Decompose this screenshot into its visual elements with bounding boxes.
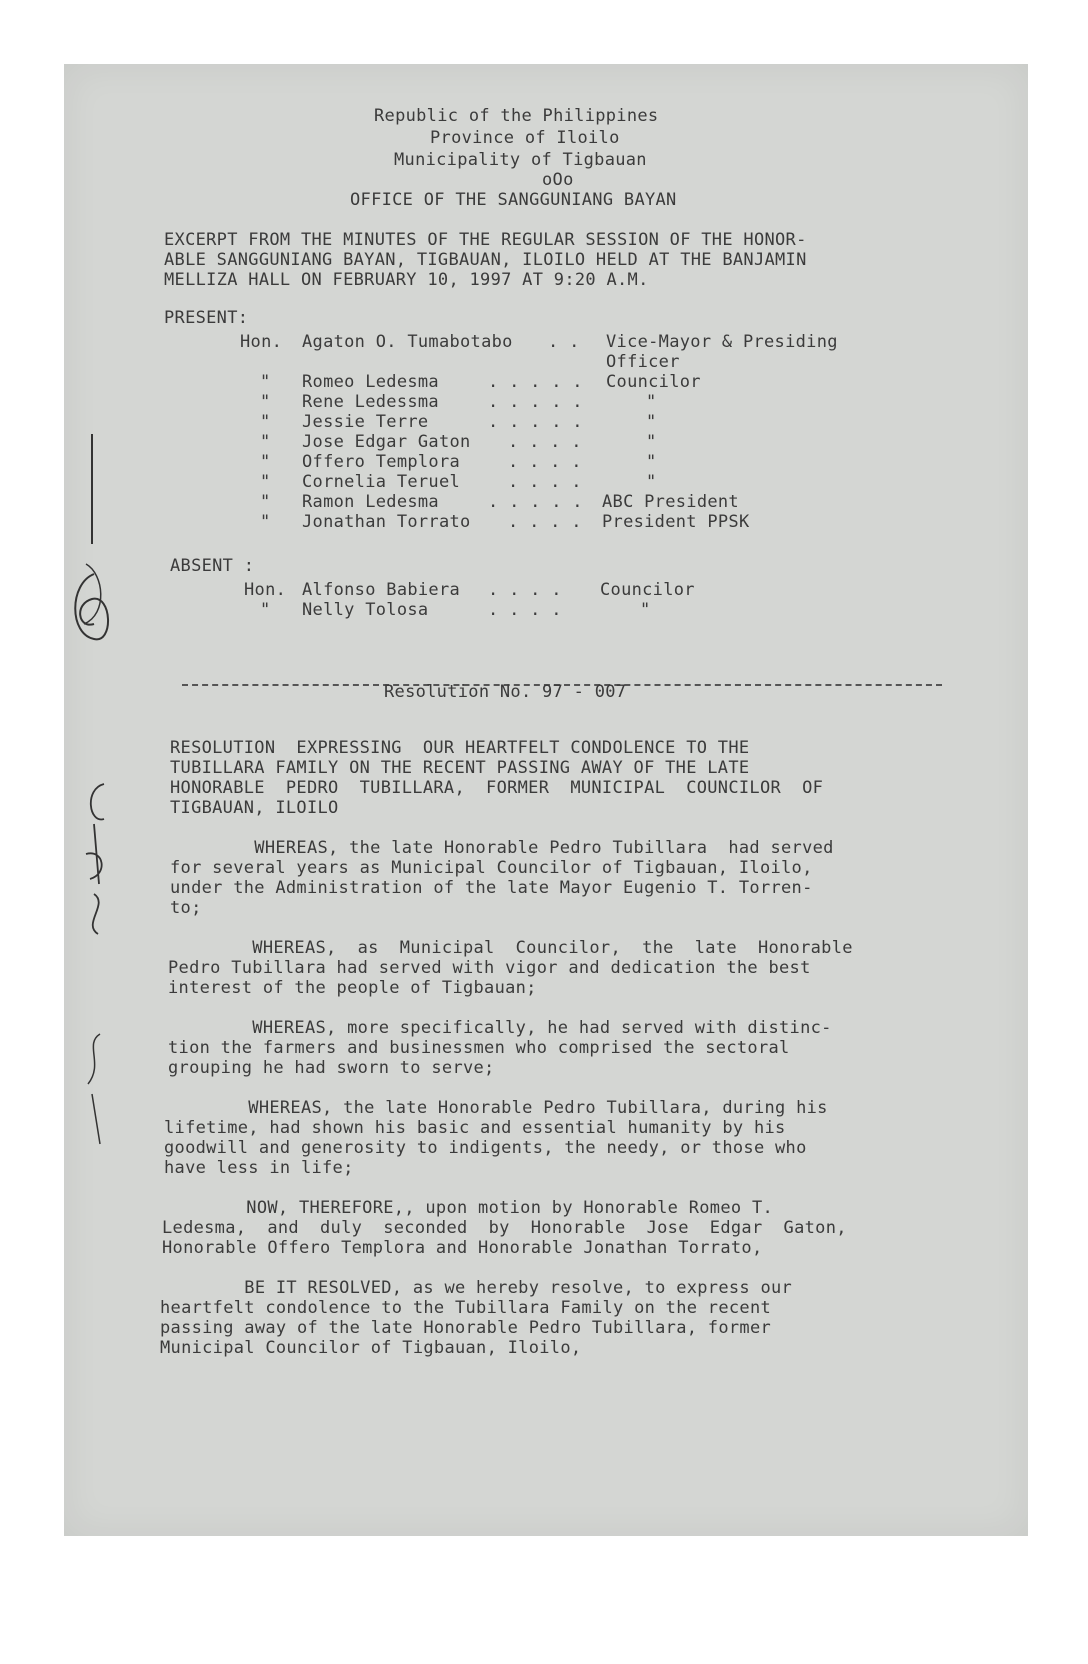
- member-dots: . . . .: [488, 600, 562, 620]
- member-prefix: ": [260, 392, 271, 412]
- member-position: ABC President: [602, 492, 739, 512]
- member-position: ": [646, 432, 657, 452]
- member-dots: . . . . .: [488, 492, 583, 512]
- resolution-number: Resolution No. 97 - 007: [384, 682, 627, 702]
- title-line: HONORABLE PEDRO TUBILLARA, FORMER MUNICIPAL COUNCILOR OF: [170, 778, 824, 798]
- title-line: TIGBAUAN, ILOILO: [170, 798, 339, 818]
- absent-label: ABSENT :: [170, 556, 255, 576]
- header-province: Province of Iloilo: [430, 128, 620, 148]
- member-name: Ramon Ledesma: [302, 492, 439, 512]
- member-name: Nelly Tolosa: [302, 600, 429, 620]
- member-dots: . . . .: [488, 580, 562, 600]
- member-name: Jose Edgar Gaton: [302, 432, 471, 452]
- member-prefix: ": [260, 492, 271, 512]
- title-line: TUBILLARA FAMILY ON THE RECENT PASSING AWAY OF THE LATE: [170, 758, 750, 778]
- member-position: ": [640, 600, 651, 620]
- paragraph-line: BE IT RESOLVED, as we hereby resolve, to express our: [160, 1278, 793, 1298]
- paragraph-line: WHEREAS, the late Honorable Pedro Tubillara had served: [170, 838, 834, 858]
- header-office: OFFICE OF THE SANGGUNIANG BAYAN: [350, 190, 677, 210]
- paragraph-line: grouping he had sworn to serve;: [168, 1058, 495, 1078]
- member-position: ": [646, 472, 657, 492]
- member-name: Romeo Ledesma: [302, 372, 439, 392]
- member-prefix: Hon.: [240, 332, 283, 352]
- member-position: Vice-Mayor & Presiding: [606, 332, 838, 352]
- paragraph-line: have less in life;: [164, 1158, 354, 1178]
- paragraph-line: to;: [170, 898, 202, 918]
- member-name: Cornelia Teruel: [302, 472, 461, 492]
- header-municipality: Municipality of Tigbauan: [394, 150, 647, 170]
- member-name: Offero Templora: [302, 452, 461, 472]
- member-prefix: ": [260, 432, 271, 452]
- member-prefix: ": [260, 512, 271, 532]
- excerpt-line-3: MELLIZA HALL ON FEBRUARY 10, 1997 AT 9:20 A.M.: [164, 270, 649, 290]
- header-republic: Republic of the Philippines: [374, 106, 659, 126]
- paragraph-line: lifetime, had shown his basic and essential humanity by his: [164, 1118, 786, 1138]
- member-dots: . . . .: [508, 452, 582, 472]
- member-name: Jonathan Torrato: [302, 512, 471, 532]
- excerpt-line-1: EXCERPT FROM THE MINUTES OF THE REGULAR SESSION OF THE HONOR-: [164, 230, 807, 250]
- paragraph-line: WHEREAS, more specifically, he had served with distinc-: [168, 1018, 832, 1038]
- paragraph-line: goodwill and generosity to indigents, the needy, or those who: [164, 1138, 807, 1158]
- member-position: ": [646, 392, 657, 412]
- member-dots: . . . . .: [488, 412, 583, 432]
- paragraph-line: WHEREAS, the late Honorable Pedro Tubillara, during his: [164, 1098, 828, 1118]
- member-dots: . .: [548, 332, 580, 352]
- present-label: PRESENT:: [164, 308, 249, 328]
- paragraph-line: Pedro Tubillara had served with vigor and dedication the best: [168, 958, 811, 978]
- paragraph-line: Honorable Offero Templora and Honorable Jonathan Torrato,: [162, 1238, 763, 1258]
- paragraph-line: heartfelt condolence to the Tubillara Family on the recent: [160, 1298, 772, 1318]
- paragraph-line: tion the farmers and businessmen who comprised the sectoral: [168, 1038, 790, 1058]
- excerpt-line-2: ABLE SANGGUNIANG BAYAN, TIGBAUAN, ILOILO HELD AT THE BANJAMIN: [164, 250, 807, 270]
- margin-signatures: [64, 424, 124, 1304]
- paragraph-line: under the Administration of the late Mayor Eugenio T. Torren-: [170, 878, 813, 898]
- member-position: ": [646, 452, 657, 472]
- member-dots: . . . . .: [488, 392, 583, 412]
- title-line: RESOLUTION EXPRESSING OUR HEARTFELT CONDOLENCE TO THE: [170, 738, 750, 758]
- member-position: President PPSK: [602, 512, 750, 532]
- paragraph-line: interest of the people of Tigbauan;: [168, 978, 537, 998]
- member-dots: . . . .: [508, 432, 582, 452]
- header-ooo: oOo: [542, 170, 574, 190]
- member-position: Officer: [606, 352, 680, 372]
- paragraph-line: for several years as Municipal Councilor of Tigbauan, Iloilo,: [170, 858, 813, 878]
- paragraph-line: WHEREAS, as Municipal Councilor, the late Honorable: [168, 938, 853, 958]
- member-prefix: Hon.: [244, 580, 287, 600]
- member-name: Agaton O. Tumabotabo: [302, 332, 513, 352]
- member-name: Alfonso Babiera: [302, 580, 461, 600]
- member-dots: . . . .: [508, 512, 582, 532]
- member-prefix: ": [260, 472, 271, 492]
- member-name: Jessie Terre: [302, 412, 429, 432]
- paragraph-line: Municipal Councilor of Tigbauan, Iloilo,: [160, 1338, 582, 1358]
- member-prefix: ": [260, 412, 271, 432]
- member-dots: . . . . .: [488, 372, 583, 392]
- paragraph-line: Ledesma, and duly seconded by Honorable Jose Edgar Gaton,: [162, 1218, 847, 1238]
- document-page: [64, 64, 1028, 1536]
- member-prefix: ": [260, 452, 271, 472]
- member-position: ": [646, 412, 657, 432]
- member-position: Councilor: [600, 580, 695, 600]
- member-position: Councilor: [606, 372, 701, 392]
- member-prefix: ": [260, 372, 271, 392]
- member-dots: . . . .: [508, 472, 582, 492]
- paragraph-line: passing away of the late Honorable Pedro Tubillara, former: [160, 1318, 772, 1338]
- member-name: Rene Ledessma: [302, 392, 439, 412]
- paragraph-line: NOW, THEREFORE,, upon motion by Honorable Romeo T.: [162, 1198, 774, 1218]
- member-prefix: ": [260, 600, 271, 620]
